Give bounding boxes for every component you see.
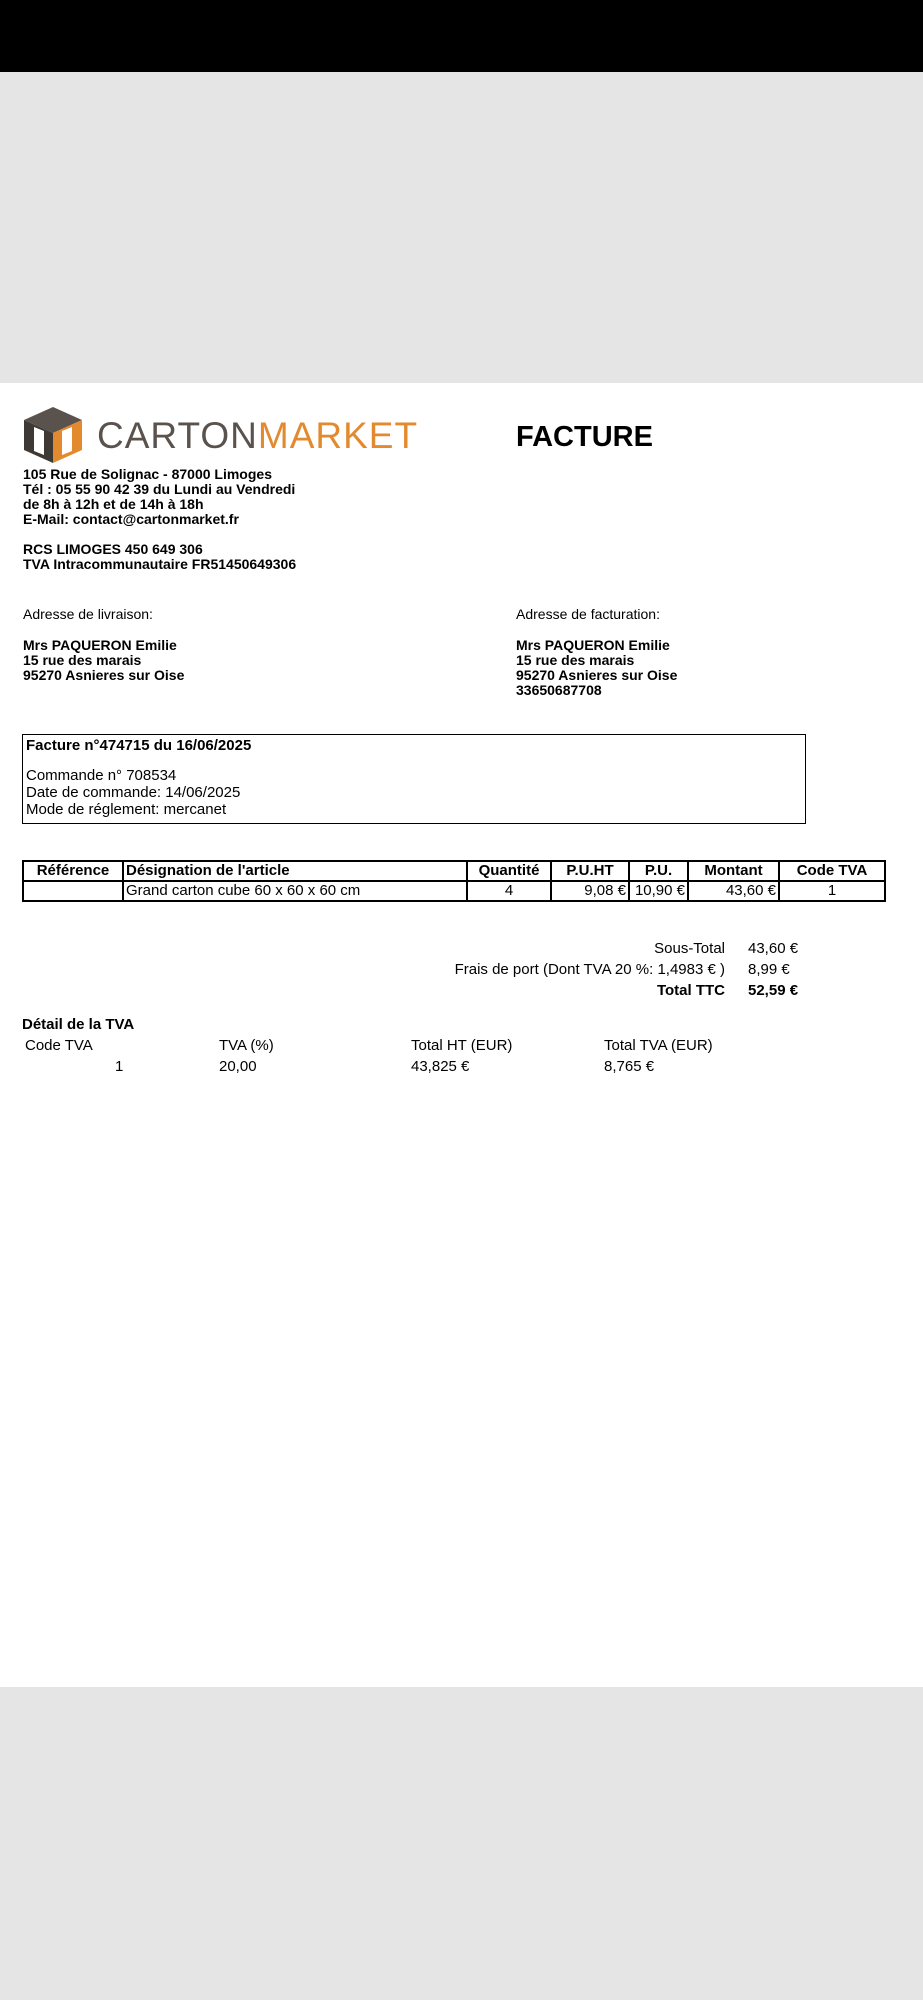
tva-detail-title: Détail de la TVA (22, 1016, 135, 1033)
item-puht: 9,08 € (551, 881, 629, 901)
table-row (23, 881, 885, 901)
col-quantity: Quantité (467, 861, 551, 881)
billing-city: 95270 Asnieres sur Oise (516, 667, 678, 683)
item-reference (23, 881, 123, 901)
document-title: FACTURE (516, 421, 653, 453)
tva-code-value: 1 (115, 1058, 124, 1075)
billing-phone: 33650687708 (516, 682, 602, 698)
item-code-tva: 1 (779, 881, 885, 901)
brand-name (97, 415, 418, 457)
company-phone: Tél : 05 55 90 42 39 du Lundi au Vendredi (23, 481, 296, 497)
company-address: 105 Rue de Solignac - 87000 Limoges (23, 466, 272, 482)
company-rcs: RCS LIMOGES 450 649 306 (23, 541, 203, 557)
col-pu: P.U. (629, 861, 688, 881)
subtotal-value: 43,60 € (748, 940, 799, 957)
delivery-heading: Adresse de livraison: (23, 606, 153, 622)
delivery-name: Mrs PAQUERON Emilie (23, 637, 177, 653)
billing-heading: Adresse de facturation: (516, 606, 660, 622)
tva-col-code: Code TVA (25, 1037, 93, 1054)
col-reference: Référence (23, 861, 123, 881)
delivery-city: 95270 Asnieres sur Oise (23, 667, 185, 683)
col-puht: P.U.HT (551, 861, 629, 881)
item-pu: 10,90 € (629, 881, 688, 901)
company-info (23, 467, 296, 572)
subtotal-label: Sous-Total (654, 940, 725, 957)
invoice-info-box (22, 734, 806, 824)
tva-rate-value: 20,00 (219, 1058, 257, 1075)
invoice-title: Facture n°474715 du 16/06/2025 (26, 737, 252, 754)
order-date: Date de commande: 14/06/2025 (26, 784, 241, 801)
delivery-address (23, 607, 184, 683)
delivery-street: 15 rue des marais (23, 652, 142, 668)
invoice-page (0, 383, 923, 1687)
payment-method: Mode de réglement: mercanet (26, 801, 227, 818)
tva-total-ht-value: 43,825 € (411, 1058, 470, 1075)
col-designation: Désignation de l'article (123, 861, 467, 881)
item-montant: 43,60 € (688, 881, 779, 901)
tva-col-total-ht: Total HT (EUR) (411, 1037, 513, 1054)
shipping-label: Frais de port (Dont TVA 20 %: 1,4983 € ) (454, 961, 725, 978)
status-bar (0, 0, 923, 72)
col-montant: Montant (688, 861, 779, 881)
company-tva: TVA Intracommunautaire FR51450649306 (23, 556, 297, 572)
company-email: E-Mail: contact@cartonmarket.fr (23, 511, 239, 527)
item-designation: Grand carton cube 60 x 60 x 60 cm (123, 881, 467, 901)
col-code-tva: Code TVA (779, 861, 885, 881)
tva-col-rate: TVA (%) (219, 1037, 274, 1054)
tva-col-total-tva: Total TVA (EUR) (604, 1037, 713, 1054)
brand-part-2: MARKET (257, 415, 419, 456)
billing-street: 15 rue des marais (516, 652, 635, 668)
billing-name: Mrs PAQUERON Emilie (516, 637, 670, 653)
cartonmarket-logo (22, 405, 84, 465)
order-number: Commande n° 708534 (26, 767, 177, 784)
total-ttc-label: Total TTC (656, 982, 725, 999)
items-header-row (23, 861, 885, 881)
tva-total-tva-value: 8,765 € (604, 1058, 655, 1075)
total-ttc-value: 52,59 € (748, 982, 799, 999)
items-table (22, 860, 886, 902)
company-hours: de 8h à 12h et de 14h à 18h (23, 496, 204, 512)
billing-address (516, 607, 677, 698)
brand-part-1: CARTON (97, 415, 258, 456)
shipping-value: 8,99 € (748, 961, 790, 978)
item-quantity: 4 (467, 881, 551, 901)
